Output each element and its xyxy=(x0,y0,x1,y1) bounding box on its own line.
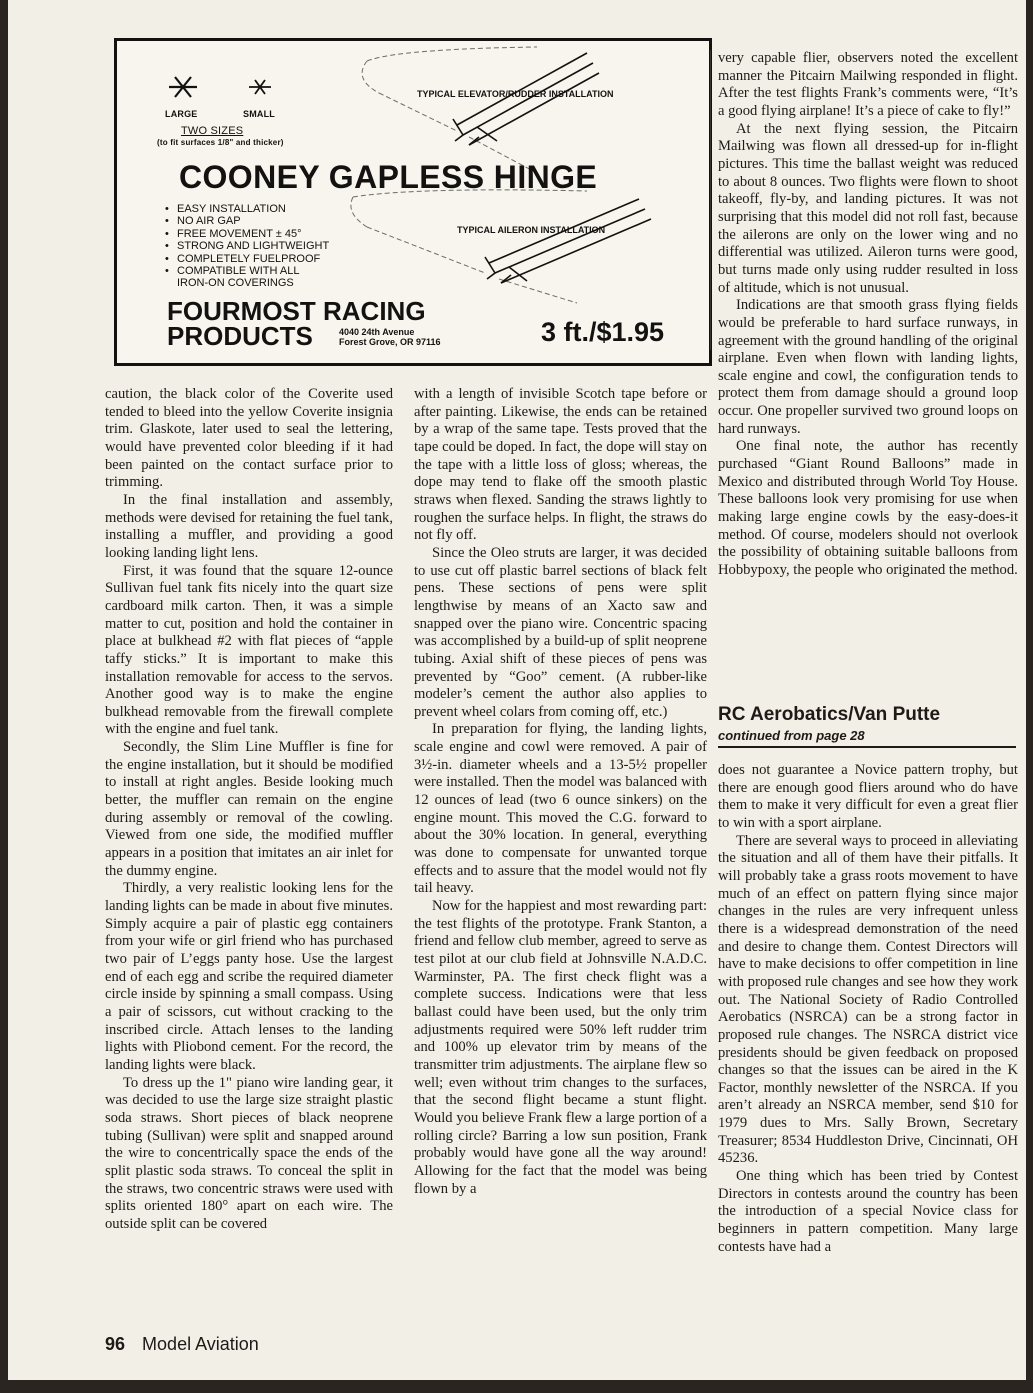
paragraph: To dress up the 1" piano wire landing gear, it was decided to use the large size straight plastic soda straws. Short pieces of black neoprene tubing (Sullivan) were split and snapped around the wire to concentrically space the ends of the split plastic soda straws. To conceal the split in the straws, two concentric straws were used with splits oriented 180° apart on each wire. The outside split can be covered xyxy=(105,1074,393,1232)
article-column-1 xyxy=(105,386,393,1234)
column-divider xyxy=(710,50,711,350)
paragraph: does not guarantee a Novice pattern trophy, but there are enough good fliers around who do have them to make it very difficult for even a great flier to win with a sport airplane. xyxy=(718,762,1018,831)
feature-item: • NO AIR GAP xyxy=(165,215,329,227)
paragraph: First, it was found that the square 12-ounce Sullivan fuel tank fits nicely into the quart size cardboard milk carton. Then, it was a simple matter to cut, position and hold the container in place at bulkhead #2 with flat pieces of “apple taffy sticks.” It is important to make this installation removable for access to the servos. Another good way is to make the engine bulkhead removable from the firewall complete with the engine and fuel tank. xyxy=(105,562,393,738)
small-label: SMALL xyxy=(243,109,275,119)
paragraph: In preparation for flying, the landing lights, scale engine and cowl were removed. A pair of 3½-in. diameter wheels and a 13-5½ propeller were installed. Then the model was balanced with 12 ounces of lead (two 6 ounce sinkers) on the engine mount. This moved the C.G. forward to about the 30% location. In general, everything was done to compensate for unwanted torque effects and to assure that the model would not fly tail heavy. xyxy=(414,721,707,897)
elevator-surface-drawing xyxy=(362,47,537,173)
small-hinge-icon xyxy=(249,80,271,94)
large-hinge-icon xyxy=(169,77,197,97)
paragraph: caution, the black color of the Coverite used tended to bleed into the yellow Coverite insignia trim. Glaskote, later used to seal the lettering, would have prevented color bleeding if it had been painted on the contact surface prior to trimming. xyxy=(105,386,393,491)
article-column-3-top xyxy=(718,50,1018,580)
paragraph: Indications are that smooth grass flying fields would be preferable to hard surface runways, in agreement with the ground handling of the original airplane. Even when flown with landing lights, scale engine and cowl, the configuration tends to protect them from damage should a ground loop occur. One propeller survived two ground loops on hard runways. xyxy=(718,297,1018,437)
aileron-surface-drawing xyxy=(351,190,587,303)
paragraph: Thirdly, a very realistic looking lens for the landing lights can be made in about five minutes. Simply acquire a pair of plastic egg containers from your wife or girl friend who has purchased two pair of L’eggs panty hose. Use the largest end of each egg and scribe the required diameter circle inside by spinning a small compass. Using a pair of scissors, cut without cracking to the inscribed circle. Attach lenses to the landing lights with Pliobond cement. For the record, the landing lights were black. xyxy=(105,880,393,1073)
ad-headline: COONEY GAPLESS HINGE xyxy=(179,159,598,195)
large-label: LARGE xyxy=(165,109,198,119)
heading-rule xyxy=(718,746,1016,748)
paragraph: One thing which has been tried by Contest Directors in contests around the country has been the introduction of a special Novice class for beginners in pattern competition. Many large contests have had a xyxy=(718,1168,1018,1255)
company-line-2: PRODUCTS xyxy=(167,321,313,351)
feature-item: • COMPLETELY FUELPROOF xyxy=(165,253,329,265)
paragraph: There are several ways to proceed in alleviating the situation and all of them have their pitfalls. It will probably take a grass roots movement to have much of an effect on pattern flying since major changes in the rules are very infrequent unless there is a widespread demonstration of the need and desire to change them. Contest Directors will have to make decisions to offer competition in line with proposed rule changes and see how they work out. The National Society of Radio Controlled Aerobatics (NSRCA) can be a strong factor in proposed rule changes. The NSRCA district vice presidents should be given feedback on proposed changes so that the issues can be aired in the K Factor, monthly newsletter of the NSRCA. If you aren’t already an NSRCA member, send $10 for 1979 dues to Mrs. Sally Brown, Secretary Treasurer; 8534 Huddleston Drive, Cincinnati, OH 45236. xyxy=(718,832,1018,1167)
two-sizes-label: TWO SIZES xyxy=(181,125,244,137)
continued-article-heading xyxy=(718,704,1018,743)
address-line-2: Forest Grove, OR 97116 xyxy=(339,337,441,347)
feature-item: • EASY INSTALLATION xyxy=(165,203,329,215)
company-line-1: FOURMOST RACING xyxy=(167,296,426,326)
elevator-installation-label: TYPICAL ELEVATOR/RUDDER INSTALLATION xyxy=(417,89,614,99)
page-number: 96 xyxy=(105,1334,126,1354)
article-column-3-bottom xyxy=(718,762,1018,1256)
feature-item: • COMPATIBLE WITH ALL xyxy=(165,265,329,277)
paragraph: Secondly, the Slim Line Muffler is fine for the engine installation, but it should be modified to install at right angles. Beside looking much better, the muffler can remain on the engine during assembly or removal of the cowling. Viewed from one side, the modified muffler appears in a position that imitates an air inlet for the dummy engine. xyxy=(105,739,393,879)
paragraph: very capable flier, observers noted the excellent manner the Pitcairn Mailwing responded in flight. After the test flights Frank’s comments were, “It’s a good flying airplane! It’s a piece of cake to fly!” xyxy=(718,50,1018,119)
address-line-1: 4040 24th Avenue xyxy=(339,327,415,337)
price-label: 3 ft./$1.95 xyxy=(541,317,665,347)
paragraph: One final note, the author has recently purchased “Giant Round Balloons” made in Mexico and distributed through World Toy House. These balloons look very promising for use when making large engine cowls by the easy-does-it method. Of course, modelers should not overlook the possibility of obtaining suitable balloons from Hobbypoxy, the people who originated the method. xyxy=(718,438,1018,579)
paragraph: Since the Oleo struts are larger, it was decided to use cut off plastic barrel sections of black felt pens. These sections of pens were split lengthwise by means of an Xacto saw and snapped over the piano wire. Concentric spacing was accomplished by a build-up of split neoprene tubing. Axial shift of these pieces of pens was prevented by “Goo” cement. (A rubber-like modeler’s cement the author also applies to prevent wheel colars from coming off, etc.) xyxy=(414,544,707,720)
feature-item: • FREE MOVEMENT ± 45° xyxy=(165,228,329,240)
sizes-note: (to fit surfaces 1/8" and thicker) xyxy=(157,138,284,147)
feature-list xyxy=(165,203,329,290)
feature-item: IRON-ON COVERINGS xyxy=(177,277,294,290)
aileron-hinge-drawing xyxy=(485,199,651,283)
paragraph: Now for the happiest and most rewarding part: the test flights of the prototype. Frank Stanton, a friend and fellow club member, agreed to serve as test pilot at our club field at Johnsville N.A.D.C. Warminster, PA. The first check flight was a complete success. Indications were that less ballast could have been used, but the only trim adjustments required were 50% left rudder trim and 100% up elevator trim by means of the transmitter trim adjustments. The airplane flew so well; even without trim changes to the surfaces, that the second flight became a stunt flight. Would you believe Frank flew a large portion of a rolling circle? Barring a low sun position, Frank probably would have gone all the way around! Allowing for the fact that the model was being flown by a xyxy=(414,898,707,1197)
paragraph: with a length of invisible Scotch tape before or after painting. Likewise, the ends can be retained by a wrap of the same tape. Tests proved that the tape could be doped. In fact, the dope will stay on the tape with a little loss of gloss; whereas, the dope may tend to flake off the smooth plastic straws when flexed. Sanding the straws lightly to roughen the surface helps. In flight, the straws do not fly off. xyxy=(414,386,707,544)
page-footer xyxy=(105,1334,259,1355)
company-address xyxy=(339,327,441,347)
article-title: RC Aerobatics/Van Putte xyxy=(718,704,941,725)
article-column-2 xyxy=(414,386,707,1198)
elevator-hinge-drawing xyxy=(453,53,599,145)
hinge-advertisement xyxy=(114,38,712,366)
aileron-installation-label: TYPICAL AILERON INSTALLATION xyxy=(457,225,606,235)
magazine-page xyxy=(8,0,1026,1380)
continued-from-label: continued from page 28 xyxy=(718,728,865,743)
paragraph: In the final installation and assembly, methods were devised for retaining the fuel tank, installing a muffler, and providing a good looking landing light lens. xyxy=(105,491,393,561)
feature-item: • STRONG AND LIGHTWEIGHT xyxy=(165,240,329,252)
magazine-name: Model Aviation xyxy=(142,1334,259,1354)
paragraph: At the next flying session, the Pitcairn Mailwing was flown all dressed-up for in-flight pictures. This time the ballast weight was reduced to about 8 ounces. Two flights were flown to shoot takeoff, fly-by, and landing pictures. It was not surprising that this model did not roll fast, because the ailerons are only on the lower wing and no differential was utilized. Aileron turns were good, but turns made only using rudder resulted in loss of altitude, which is not unusual. xyxy=(718,120,1018,296)
